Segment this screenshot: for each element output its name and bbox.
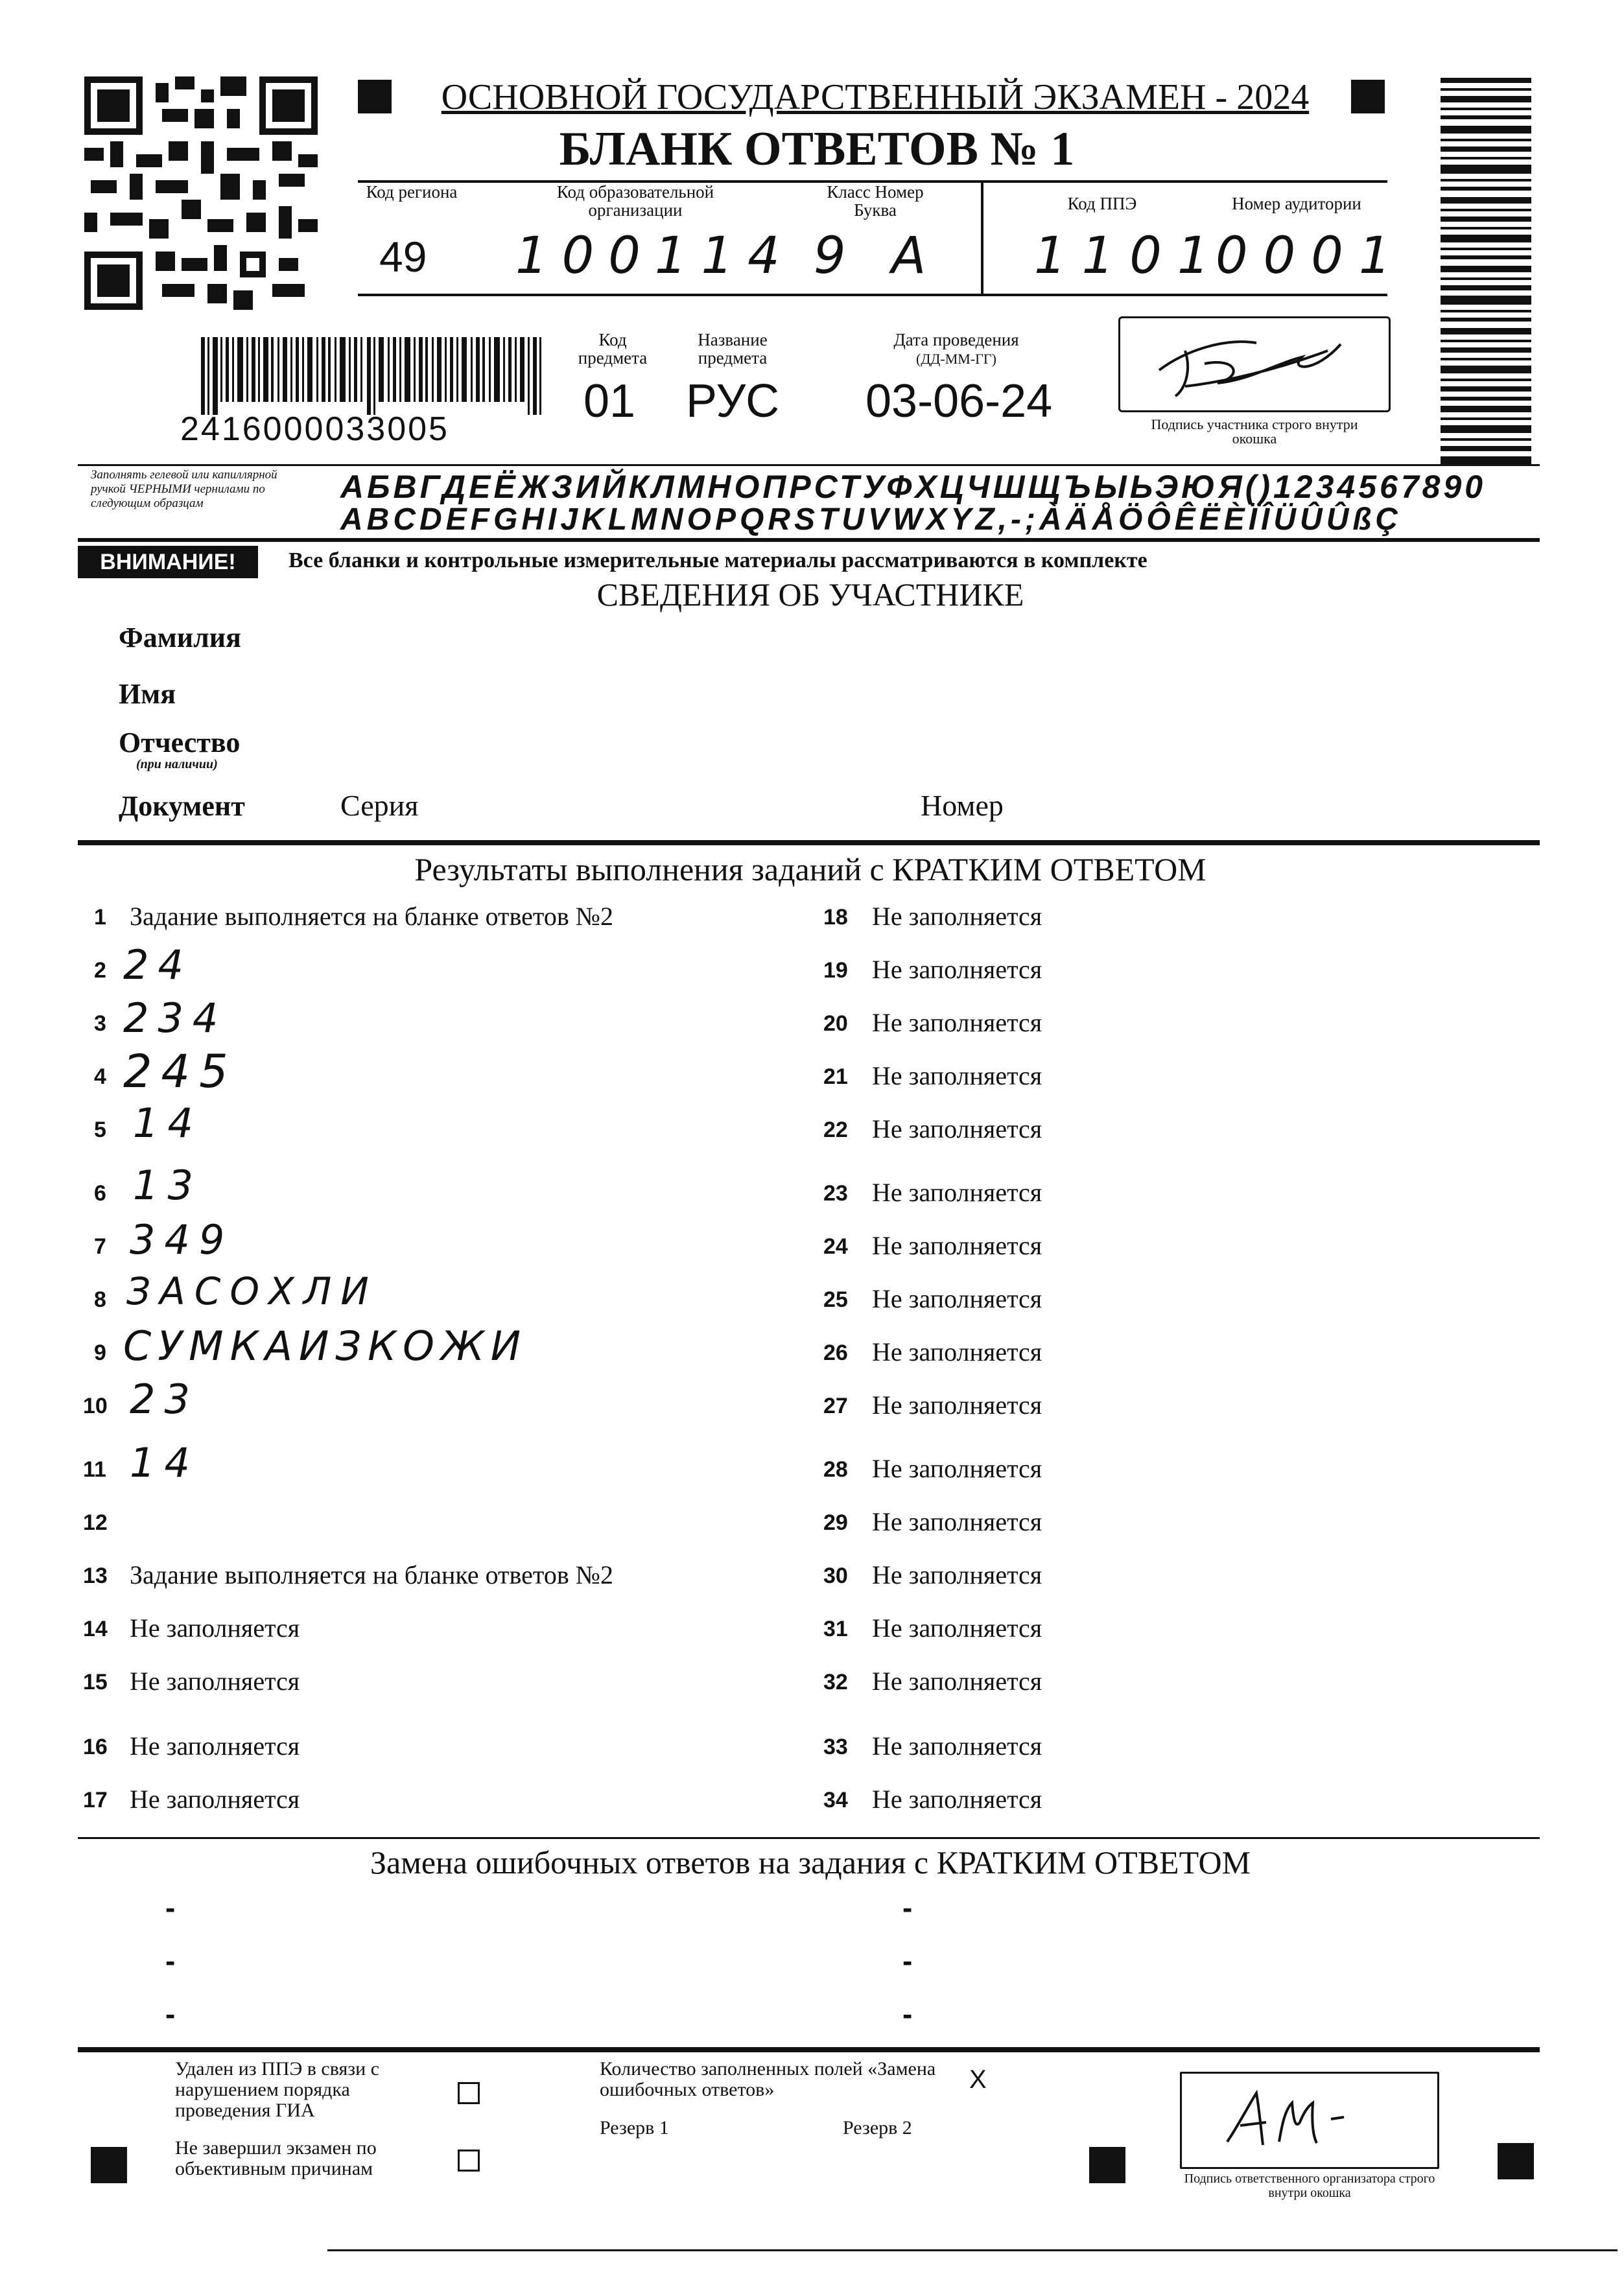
- sample-bottom-line: [78, 538, 1540, 542]
- answer-num-1: 1: [94, 905, 106, 930]
- answer-text-27: Не заполняется: [872, 1390, 1042, 1420]
- answer-num-27: 27: [823, 1394, 848, 1418]
- class-number: 9: [814, 227, 846, 285]
- answer-num-12: 12: [83, 1510, 108, 1535]
- answer-num-3: 3: [94, 1011, 106, 1036]
- answer-text-19: Не заполняется: [872, 955, 1042, 984]
- region-value: 49: [379, 233, 427, 281]
- sample-instruction: Заполнять гелевой или капиллярной ручкой ЧЕРНЫМИ чернилами по следующим образцам: [91, 468, 277, 510]
- answer-num-22: 22: [823, 1118, 848, 1142]
- answer-hand-2[interactable]: 24: [123, 941, 193, 989]
- org-label: Код образовательной организации: [556, 182, 714, 220]
- room-value: 0001: [1216, 227, 1407, 285]
- participant-signature-box[interactable]: [1118, 316, 1391, 412]
- answer-text-23: Не заполняется: [872, 1178, 1042, 1207]
- participant-bottom-line: [78, 840, 1540, 845]
- replacement-section-title: Замена ошибочных ответов на задания с КРАТКИМ ОТВЕТОМ: [370, 1844, 1251, 1881]
- replacement-bottom-line: [78, 2047, 1540, 2052]
- patronymic-label: Отчество: [119, 727, 241, 758]
- answer-num-34: 34: [823, 1788, 848, 1812]
- answers-section-title: Результаты выполнения заданий с КРАТКИМ ОТВЕТОМ: [414, 851, 1206, 887]
- answer-hand-3[interactable]: 234: [123, 994, 228, 1042]
- subject-name-value: РУС: [686, 375, 780, 427]
- codes-bottom-line: [358, 294, 1387, 296]
- patronymic-note: (при наличии): [136, 757, 218, 771]
- removed-label: Удален из ППЭ в связи с нарушением порядка проведения ГИА: [175, 2058, 380, 2121]
- answer-num-24: 24: [823, 1234, 848, 1259]
- corner-marker-top-left: [358, 80, 392, 113]
- answer-text-32: Не заполняется: [872, 1667, 1042, 1696]
- answer-text-34: Не заполняется: [872, 1785, 1042, 1814]
- ppe-value: 1101: [1034, 227, 1225, 285]
- removed-checkbox[interactable]: [458, 2082, 480, 2104]
- replaced-count-value[interactable]: Х: [969, 2065, 987, 2094]
- answer-num-20: 20: [823, 1011, 848, 1036]
- corner-marker-bottom-right: [1498, 2143, 1534, 2179]
- sample-row-latin: ABCDEFGHIJKLMNOPQRSTUVWXYZ,-;ÀÄÅÖÔÊËÈÏÎÜÛÛßÇ: [340, 502, 1402, 537]
- answer-hand-6[interactable]: 13: [133, 1162, 202, 1209]
- notice-text: Все бланки и контрольные измерительные материалы рассматриваются в комплекте: [288, 548, 1147, 572]
- class-label: Класс Номер Буква: [827, 182, 924, 220]
- answer-num-23: 23: [823, 1181, 848, 1206]
- replacement-field-left-3[interactable]: -: [165, 1997, 176, 2031]
- name-label: Имя: [119, 678, 176, 710]
- answer-num-14: 14: [83, 1617, 108, 1641]
- subject-barcode-number: 2416000033005: [180, 410, 449, 448]
- answer-text-21: Не заполняется: [872, 1061, 1042, 1090]
- replacement-field-left-1[interactable]: -: [165, 1891, 176, 1925]
- class-letter: А: [891, 227, 926, 285]
- answer-num-11: 11: [83, 1457, 106, 1482]
- exam-title: ОСНОВНОЙ ГОСУДАРСТВЕННЫЙ ЭКЗАМЕН - 2024: [441, 77, 1310, 117]
- answer-hand-10[interactable]: 23: [130, 1376, 199, 1423]
- notice-badge: ВНИМАНИЕ!: [78, 546, 258, 578]
- answer-num-17: 17: [83, 1788, 108, 1812]
- answer-num-19: 19: [823, 958, 848, 983]
- replaced-count-label: Количество заполненных полей «Замена ошибочных ответов»: [600, 2058, 936, 2100]
- corner-marker-bottom-left: [91, 2147, 127, 2183]
- answer-hand-9[interactable]: СУМКАИЗКОЖИ: [123, 1322, 528, 1370]
- ppe-label: Код ППЭ: [1067, 194, 1137, 213]
- org-value: 100114: [515, 227, 794, 285]
- qr-code: [84, 76, 318, 310]
- answer-text-33: Не заполняется: [872, 1731, 1042, 1761]
- answer-text-15: Не заполняется: [130, 1667, 300, 1696]
- answer-text-29: Не заполняется: [872, 1507, 1042, 1536]
- replacement-top-line: [78, 1837, 1540, 1839]
- replacement-field-right-1[interactable]: -: [902, 1891, 913, 1925]
- answer-num-26: 26: [823, 1341, 848, 1365]
- subject-name-label: Название предмета: [698, 330, 768, 368]
- series-label: Серия: [340, 789, 419, 822]
- answer-num-33: 33: [823, 1735, 848, 1759]
- not-finished-checkbox[interactable]: [458, 2150, 480, 2172]
- organizer-signature-box[interactable]: [1180, 2072, 1439, 2169]
- side-barcode: [1441, 78, 1531, 467]
- answer-hand-8[interactable]: ЗАСОХЛИ: [126, 1269, 378, 1313]
- date-value: 03-06-24: [865, 375, 1053, 427]
- answer-num-4: 4: [94, 1064, 106, 1089]
- reserve-2: Резерв 2: [843, 2117, 912, 2139]
- answer-hand-5[interactable]: 14: [133, 1099, 202, 1147]
- answer-num-9: 9: [94, 1341, 106, 1365]
- subject-code-value: 01: [583, 375, 636, 427]
- answer-num-13: 13: [83, 1564, 108, 1588]
- answer-text-25: Не заполняется: [872, 1284, 1042, 1313]
- answer-text-13: Задание выполняется на бланке ответов №2: [130, 1560, 613, 1589]
- answer-text-30: Не заполняется: [872, 1560, 1042, 1589]
- page-bottom-line: [327, 2249, 1618, 2251]
- codes-divider: [981, 180, 983, 296]
- answer-num-25: 25: [823, 1287, 848, 1312]
- answer-num-5: 5: [94, 1118, 106, 1142]
- replacement-field-right-3[interactable]: -: [902, 1997, 913, 2031]
- answer-num-28: 28: [823, 1457, 848, 1482]
- answer-num-10: 10: [83, 1394, 108, 1418]
- number-label: Номер: [921, 789, 1004, 822]
- answer-num-18: 18: [823, 905, 848, 930]
- answer-num-29: 29: [823, 1510, 848, 1535]
- answer-text-31: Не заполняется: [872, 1613, 1042, 1643]
- region-label: Код региона: [366, 182, 458, 202]
- not-finished-label: Не завершил экзамен по объективным причинам: [175, 2137, 377, 2179]
- answer-hand-4[interactable]: 245: [123, 1045, 237, 1098]
- answer-text-1: Задание выполняется на бланке ответов №2: [130, 902, 613, 931]
- answer-num-32: 32: [823, 1670, 848, 1694]
- answer-num-31: 31: [823, 1617, 848, 1641]
- answer-text-20: Не заполняется: [872, 1008, 1042, 1037]
- document-label: Документ: [119, 790, 245, 822]
- answer-num-6: 6: [94, 1181, 106, 1206]
- answer-text-16: Не заполняется: [130, 1731, 300, 1761]
- answer-hand-11[interactable]: 14: [130, 1439, 199, 1486]
- participant-signature: [1146, 325, 1360, 403]
- reserve-1: Резерв 1: [600, 2117, 669, 2139]
- answer-text-28: Не заполняется: [872, 1454, 1042, 1483]
- answer-num-7: 7: [94, 1234, 106, 1259]
- participant-signature-caption: Подпись участника строго внутри окошка: [1151, 416, 1358, 447]
- answer-text-22: Не заполняется: [872, 1114, 1042, 1143]
- answer-hand-7[interactable]: 349: [130, 1216, 234, 1263]
- sample-row-cyrillic: АБВГДЕЁЖЗИЙКЛМНОПРСТУФХЦЧШЩЪЫЬЭЮЯ()1234567890: [340, 469, 1487, 505]
- answer-text-17: Не заполняется: [130, 1785, 300, 1814]
- answer-text-14: Не заполняется: [130, 1613, 300, 1643]
- date-label: Дата проведения: [893, 330, 1019, 349]
- answer-text-24: Не заполняется: [872, 1231, 1042, 1260]
- corner-marker-top-right: [1351, 80, 1385, 113]
- answer-num-8: 8: [94, 1287, 106, 1312]
- replacement-field-left-2[interactable]: -: [165, 1944, 176, 1978]
- answer-num-2: 2: [94, 958, 106, 983]
- answer-num-15: 15: [83, 1670, 108, 1694]
- form-title: БЛАНК ОТВЕТОВ № 1: [559, 123, 1075, 176]
- answer-text-26: Не заполняется: [872, 1337, 1042, 1366]
- answer-text-18: Не заполняется: [872, 902, 1042, 931]
- subject-code-label: Код предмета: [578, 330, 648, 368]
- replacement-field-right-2[interactable]: -: [902, 1944, 913, 1978]
- subject-barcode: [201, 337, 545, 415]
- surname-label: Фамилия: [119, 622, 241, 653]
- organizer-signature: [1221, 2083, 1389, 2155]
- date-format: (ДД-ММ-ГГ): [916, 351, 996, 367]
- answer-num-21: 21: [823, 1064, 848, 1089]
- answer-num-30: 30: [823, 1564, 848, 1588]
- participant-section-title: СВЕДЕНИЯ ОБ УЧАСТНИКЕ: [596, 576, 1024, 613]
- organizer-signature-caption: Подпись ответственного организатора строго внутри окошка: [1184, 2172, 1435, 2200]
- corner-marker-bottom-middle: [1089, 2147, 1125, 2183]
- sample-top-line: [78, 464, 1540, 466]
- answer-num-16: 16: [83, 1735, 108, 1759]
- room-label: Номер аудитории: [1232, 194, 1361, 213]
